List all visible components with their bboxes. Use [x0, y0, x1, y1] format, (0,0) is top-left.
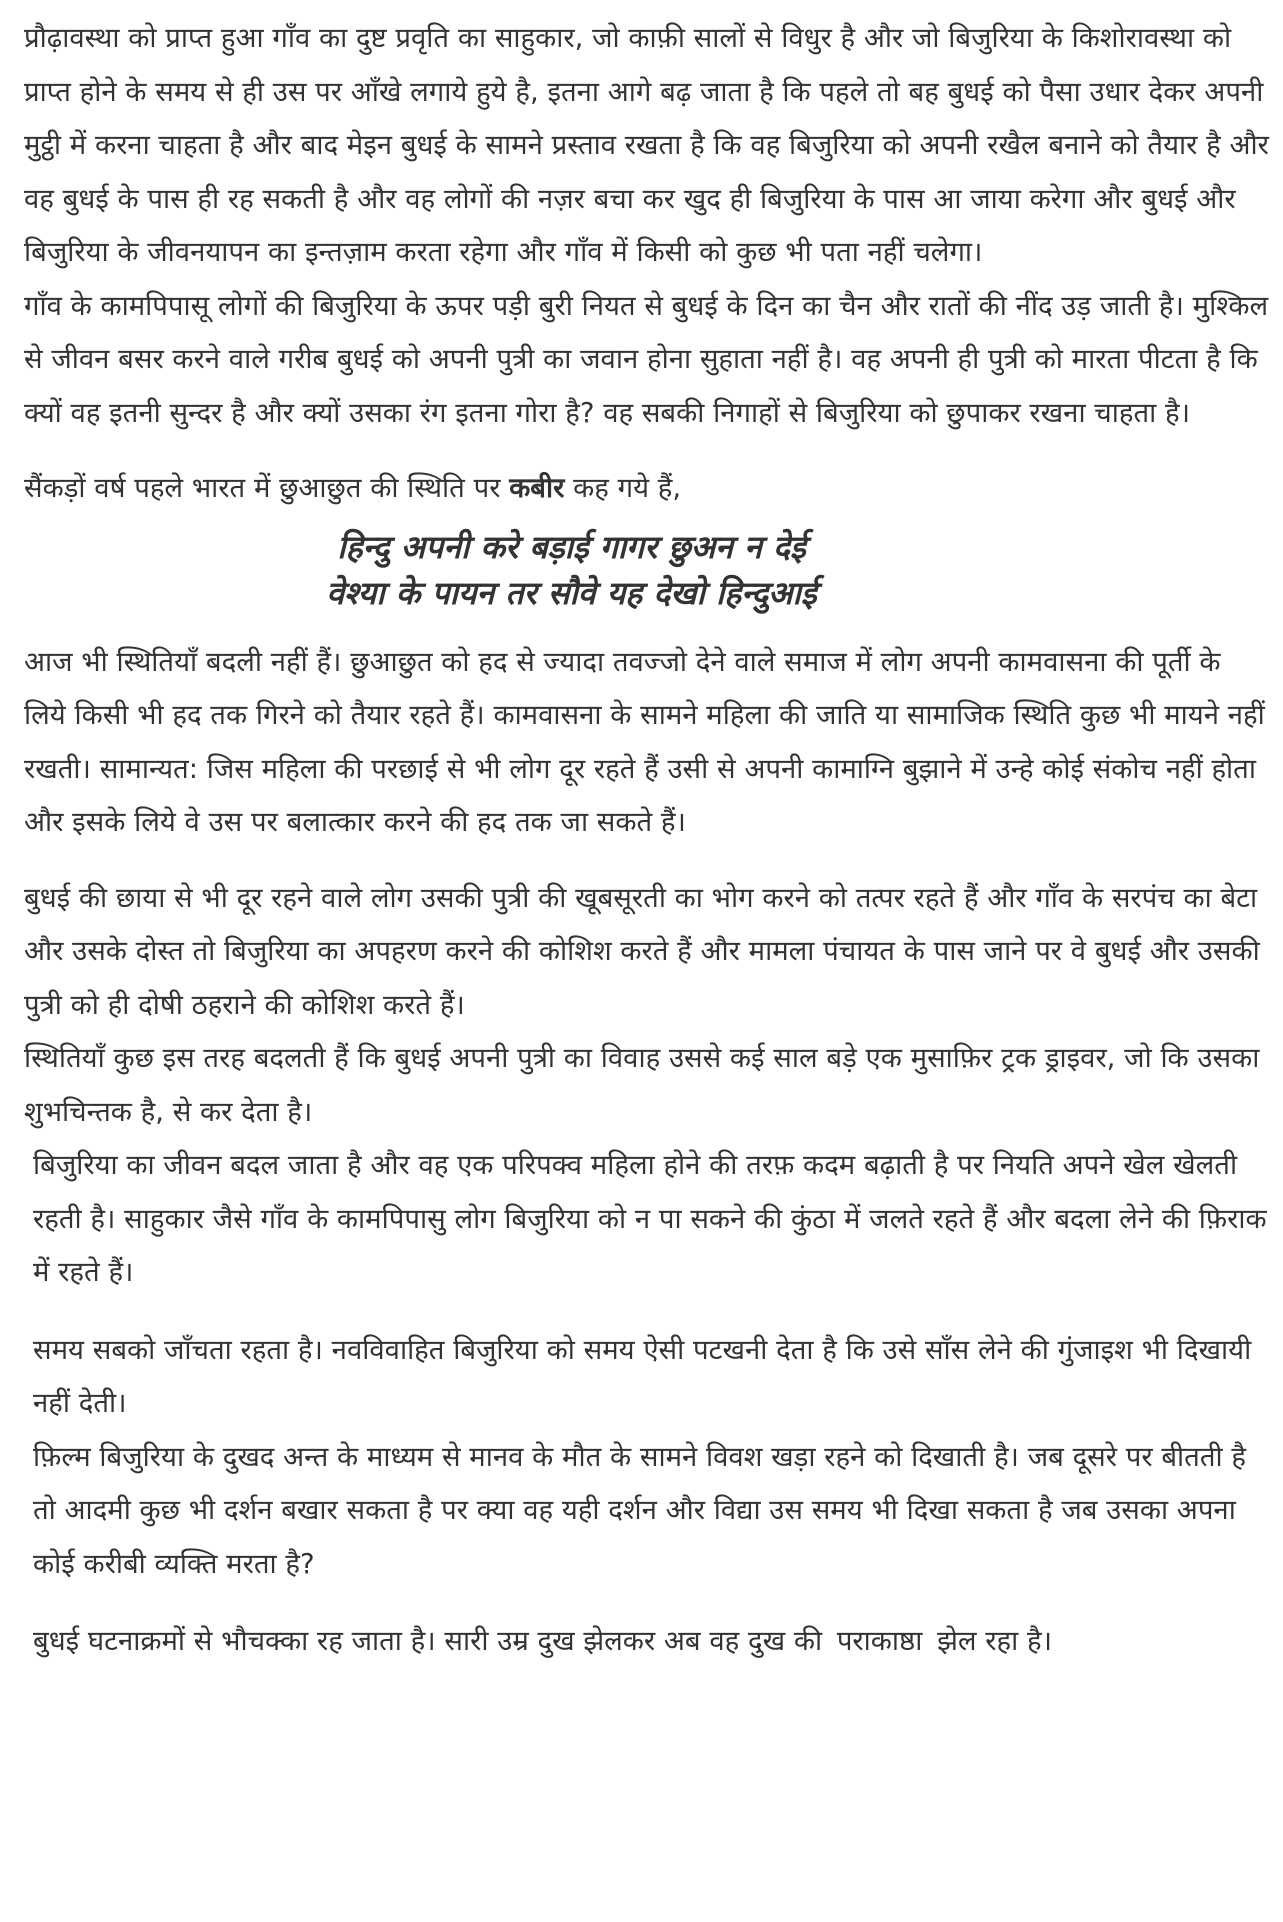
kabir-quote — [24, 524, 1269, 616]
paragraph-sarpanch: बुधई की छाया से भी दूर रहने वाले लोग उसकी पुत्री की खूबसूरती का भोग करने को तत्पर रहते हैं और गाँव के सरपंच का बेटा और उसके दोस्त तो बिजुरिया का अपहरण करने की कोशिश करते हैं और मामला पंचायत के पास जाने पर वे बुधई और उसकी पुत्री को ही दोषी ठहराने की कोशिश करते हैं। — [24, 881, 1260, 1021]
paragraph-bijuriya-life: बिजुरिया का जीवन बदल जाता है और वह एक परिपक्व महिला होने की तरफ़ कदम बढ़ाती है पर नियति अपने खेल खेलती रहती है। साहुकार जैसे गाँव के कामपिपासु लोग बिजुरिया को न पा सकने की कुंठा में जलते रहते हैं और बदला लेने की फ़िराक में रहते हैं। — [33, 1149, 1267, 1288]
budhai-shock-tail: झेल रहा है। — [928, 1625, 1053, 1657]
paragraph-untouchability: आज भी स्थितियाँ बदली नहीं हैं। छुआछुत को हद से ज्यादा तवज्जो देने वाले समाज में लोग अपनी कामवासना की पूर्ती के लिये किसी भी हद तक गिरने को तैयार रहते हैं। कामवासना के सामने महिला की जाति या सामाजिक स्थिति कुछ भी मायने नहीं रखती। सामान्यत: जिस महिला की परछाई से भी लोग दूर रहते हैं उसी से अपनी कामाग्नि बुझाने में उन्हे कोई संकोच नहीं होता और इसके लिये वे उस पर बलात्कार करने की हद तक जा सकते हैं। — [24, 645, 1265, 838]
article-body — [24, 0, 1269, 1669]
paragraph-marriage: स्थितियाँ कुछ इस तरह बदलती हैं कि बुधई अपनी पुत्री का विवाह उससे कई साल बड़े एक मुसाफ़िर ट्रक ड्राइवर, जो कि उसका शुभचिन्तक है, से कर देता है। — [24, 1042, 1260, 1128]
quote-line-2: वेश्या के पायन तर सौवे यह देखो हिन्दुआई — [326, 573, 817, 612]
paragraph-sahukar: प्रौढ़ावस्था को प्राप्त हुआ गाँव का दुष्ट प्रवृति का साहुकार, जो काफ़ी सालों से विधुर है और जो बिजुरिया के किशोरावस्था को प्राप्त होने के समय से ही उस पर आँखे लगाये हुये है, इतना आगे बढ़ जाता है कि पहले तो बह बुधई को पैसा उधार देकर अपनी मुट्ठी में करना चाहता है और बाद मेइन बुधई के सामने प्रस्ताव रखता है कि वह बिजुरिया को अपनी रखैल बनाने को तैयार है और वह बुधई के पास ही रह सकती है और वह लोगों की नज़र बचा कर खुद ही बिजुरिया के पास आ जाया करेगा और बुधई और बिजुरिया के जीवनयापन का इन्तज़ाम करता रहेगा और गाँव में किसी को कुछ भी पता नहीं चलेगा। — [24, 22, 1269, 268]
paragraph-budhai-shock — [24, 1615, 1269, 1669]
paragraph-time: समय सबको जाँचता रहता है। नवविवाहित बिजुरिया को समय ऐसी पटखनी देता है कि उसे साँस लेने की गुंजाइश भी दिखायी नहीं देती। — [33, 1333, 1252, 1419]
parakashtha-word: पराकाष्ठा — [836, 1625, 923, 1657]
paragraph-film-ending: फ़िल्म बिजुरिया के दुखद अन्त के माध्यम से मानव के मौत के सामने विवश खड़ा रहने को दिखाती है। जब दूसरे पर बीतती है तो आदमी कुछ भी दर्शन बखार सकता है पर क्या वह यही दर्शन और विद्या उस समय भी दिखा सकता है जब उसका अपना कोई करीबी व्यक्ति मरता है? — [33, 1440, 1246, 1580]
kabir-intro-text: सैंकड़ों वर्ष पहले भारत में छुआछुत की स्थिति पर — [24, 472, 510, 504]
kabir-intro-tail: कह गये हैं, — [564, 472, 682, 504]
paragraph-kabir-intro — [24, 462, 1269, 516]
kabir-name: कबीर — [509, 472, 565, 504]
quote-line-1: हिन्दु अपनी करे बड़ाई गागर छुअन न देई — [337, 527, 806, 566]
paragraph-budhai-worry: गाँव के कामपिपासू लोगों की बिजुरिया के ऊपर पड़ी बुरी नियत से बुधई के दिन का चैन और रातों की नींद उड़ जाती है। मुश्किल से जीवन बसर करने वाले गरीब बुधई को अपनी पुत्री का जवान होना सुहाता नहीं है। वह अपनी ही पुत्री को मारता पीटता है कि क्यों वह इतनी सुन्दर है और क्यों उसका रंग इतना गोरा है? वह सबकी निगाहों से बिजुरिया को छुपाकर रखना चाहता है। — [24, 289, 1269, 429]
budhai-shock-text: बुधई घटनाक्रमों से भौचक्का रह जाता है। सारी उम्र दुख झेलकर अब वह दुख की — [33, 1625, 831, 1657]
